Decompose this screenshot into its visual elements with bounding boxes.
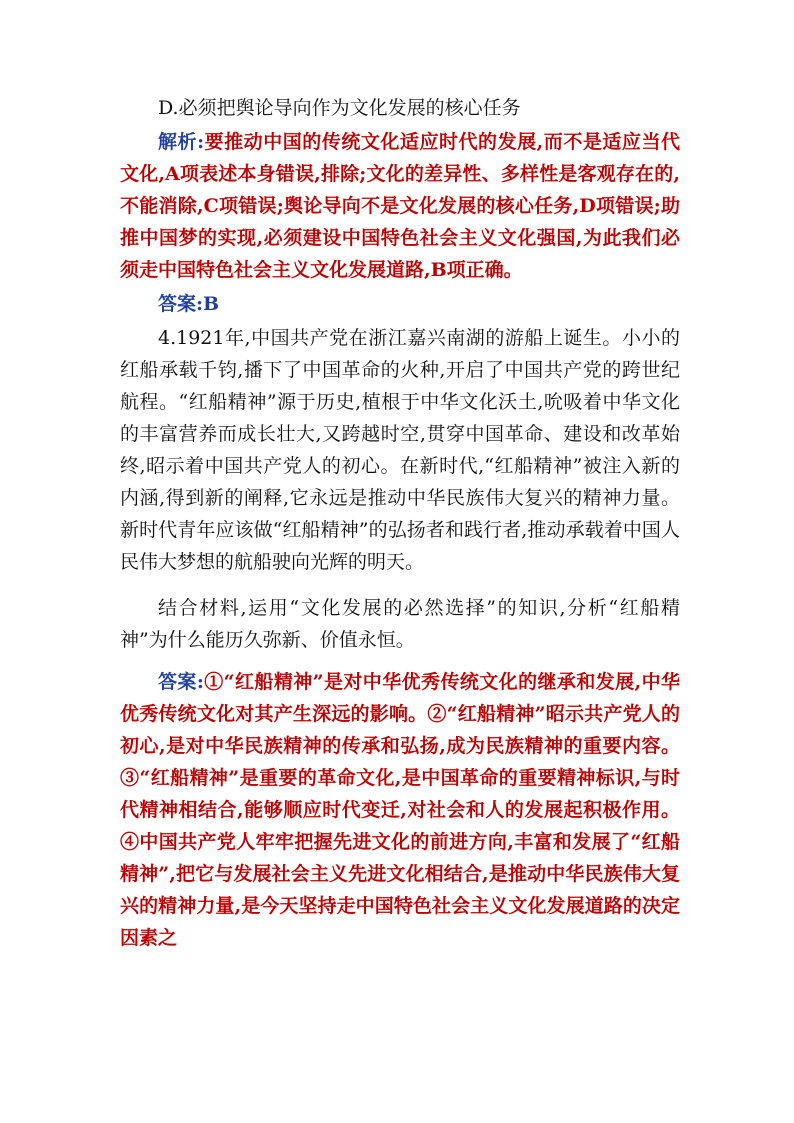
question-4-material: 4.1921年,中国共产党在浙江嘉兴南湖的游船上诞生。小小的红船承载千钧,播下了中国革命的火种,开启了中国共产党的跨世纪航程。“红船精神”源于历史,植根于中华文化沃土,吮吸着中华文化的丰富营养而成长壮大,又跨越时空,贯穿中国革命、建设和改革始终,昭示着中国共产党人的初心。在新时代,“红船精神”被注入新的内涵,得到新的阐释,它永远是推动中华民族伟大复兴的精神力量。新时代青年应该做“红船精神”的弘扬者和践行者,推动承载着中国人民伟大梦想的航船驶向光辉的明天。 bbox=[120, 327, 680, 573]
answer-1-value: B bbox=[203, 293, 220, 315]
option-d: D.必须把舆论导向作为文化发展的核心任务 bbox=[158, 97, 521, 119]
analysis-paragraph bbox=[120, 126, 680, 286]
document-page bbox=[120, 92, 680, 954]
analysis-text: 要推动中国的传统文化适应时代的发展,而不是适应当代文化,A项表述本身错误,排除;文化的差异性、多样性是客观存在的,不能消除,C项错误;舆论导向不是文化发展的核心任务,D项错误;助推中国梦的实现,必须建设中国特色社会主义文化强国,为此我们必须走中国特色社会主义文化发展道路,B项正确。 bbox=[120, 131, 680, 281]
answer-2-label: 答案: bbox=[158, 671, 204, 693]
question-4-prompt: 结合材料,运用“文化发展的必然选择”的知识,分析“红船精神”为什么能历久弥新、价值永恒。 bbox=[120, 597, 680, 651]
answer-1 bbox=[120, 288, 680, 320]
analysis-label: 解析: bbox=[158, 131, 205, 153]
answer-2 bbox=[120, 666, 680, 954]
answer-1-label: 答案: bbox=[158, 293, 204, 315]
answer-2-text: ①“红船精神”是对中华优秀传统文化的继承和发展,中华优秀传统文化对其产生深远的影响。②“红船精神”昭示共产党人的初心,是对中华民族精神的传承和弘扬,成为民族精神的重要内容。③“红船精神”是重要的革命文化,是中国革命的重要精神标识,与时代精神相结合,能够顺应时代变迁,对社会和人的发展起积极作用。④中国共产党人牢牢把握先进文化的前进方向,丰富和发展了“红船精神”,把它与发展社会主义先进文化相结合,是推动中华民族伟大复兴的精神力量,是今天坚持走中国特色社会主义文化发展道路的决定因素之 bbox=[120, 671, 680, 949]
